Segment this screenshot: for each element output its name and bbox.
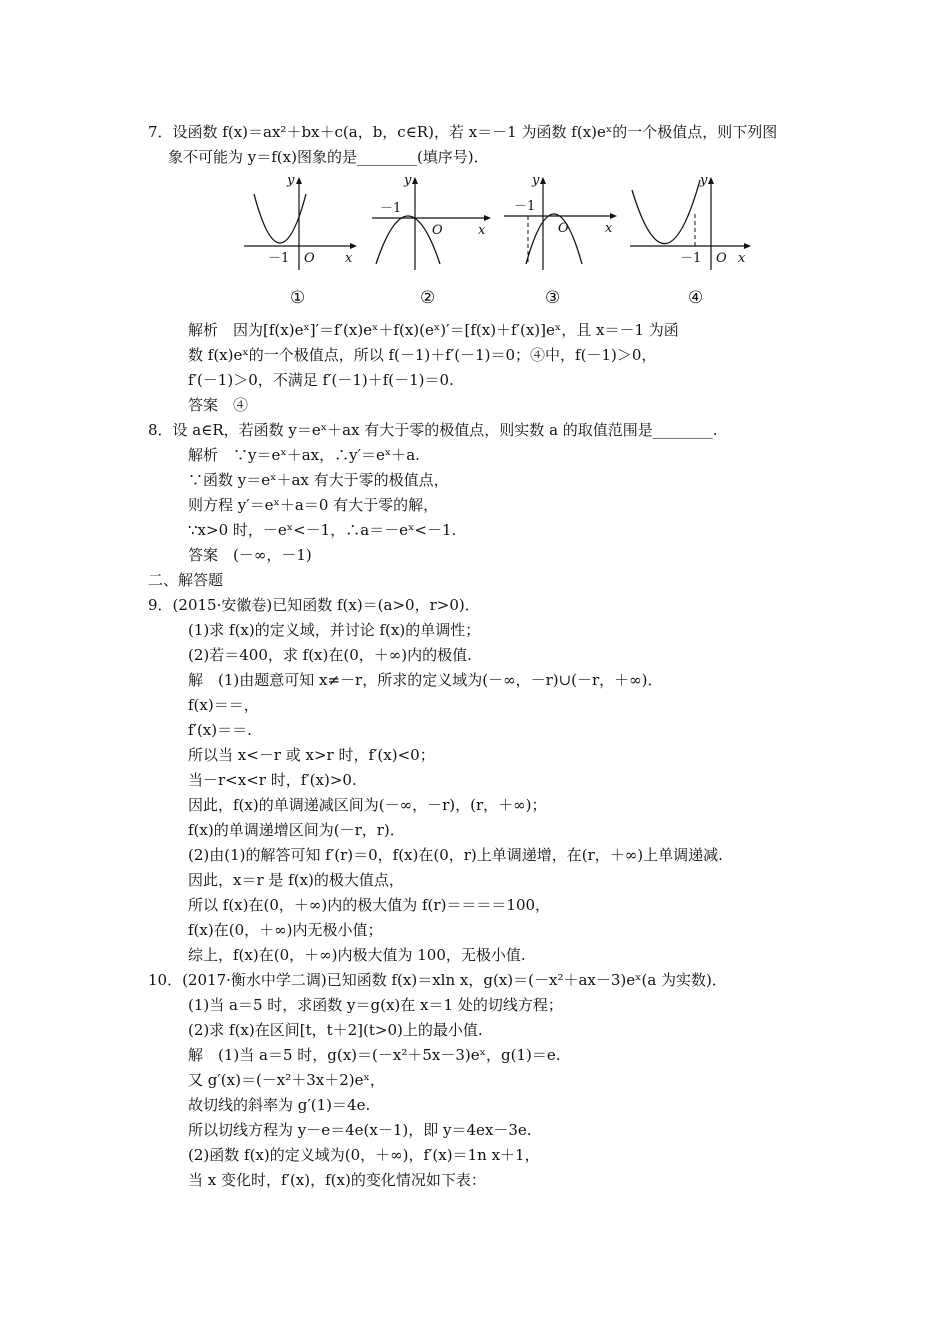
q9-part2: (2)若＝400，求 f(x)在(0，＋∞)内的极值. xyxy=(188,646,472,664)
figure-3 xyxy=(500,172,620,308)
figure-4-graph xyxy=(626,172,754,272)
q10-solution-line1: 解 (1)当 a＝5 时，g(x)＝(－x²＋5x－3)eˣ，g(1)＝e. xyxy=(188,1046,561,1064)
q9-solution-line4: 所以当 x<－r 或 x>r 时，f′(x)<0； xyxy=(188,746,435,764)
q7-solution-line2: 数 f(x)eˣ的一个极值点，所以 f(－1)＋f′(－1)＝0；④中，f(－1)＞0， xyxy=(188,346,657,364)
q9-solution-line10: 所以 f(x)在(0，＋∞)内的极大值为 f(r)＝＝＝＝100， xyxy=(188,896,551,914)
fig2-y-label: y xyxy=(404,173,412,188)
fig4-tick: －1 xyxy=(680,251,702,266)
q10-solution-line2: 又 g′(x)＝(－x²＋3x＋2)eˣ， xyxy=(188,1071,385,1089)
q7-figures xyxy=(0,172,950,317)
q9-solution-line1: 解 (1)由题意可知 x≠－r，所求的定义域为(－∞，－r)∪(－r，＋∞)． xyxy=(188,671,663,689)
figure-1 xyxy=(238,172,358,308)
q9-solution-line6: 因此，f(x)的单调递减区间为(－∞，－r)，(r，＋∞)； xyxy=(188,796,547,814)
q9-solution-line9: 因此，x＝r 是 f(x)的极大值点， xyxy=(188,871,404,889)
q9-stem: 9．(2015·安徽卷)已知函数 f(x)＝(a>0，r>0)． xyxy=(148,596,480,614)
q9-solution-line7: f(x)的单调递增区间为(－r，r)． xyxy=(188,821,405,839)
q7-stem-line1: 7．设函数 f(x)＝ax²＋bx＋c(a，b，c∈R)，若 x＝－1 为函数 f(x)eˣ的一个极值点，则下列图 xyxy=(148,123,778,141)
figure-2-graph xyxy=(368,172,493,272)
section-heading: 二、解答题 xyxy=(148,571,224,589)
q8-solution-line2: ∵函数 y＝eˣ＋ax 有大于零的极值点， xyxy=(188,471,449,489)
figure-3-label: ③ xyxy=(545,288,561,308)
q8-solution-line4: ∵x>0 时，－eˣ<－1，∴a＝－eˣ<－1. xyxy=(188,521,457,539)
fig2-tick: －1 xyxy=(380,201,402,216)
q9-solution-line5: 当－r<x<r 时，f′(x)>0. xyxy=(188,771,357,789)
figure-1-graph xyxy=(238,172,358,272)
fig3-x-label: x xyxy=(605,221,613,236)
q7-stem-line2: 象不可能为 y＝f(x)图象的是________(填序号)． xyxy=(168,148,489,166)
q10-solution-line5: (2)函数 f(x)的定义域为(0，＋∞)，f′(x)＝1n x＋1， xyxy=(188,1146,540,1164)
fig4-x-label: x xyxy=(738,251,746,266)
figure-4-label: ④ xyxy=(688,288,704,308)
fig2-x-label: x xyxy=(478,223,486,238)
q10-part1: (1)当 a＝5 时，求函数 y＝g(x)在 x＝1 处的切线方程； xyxy=(188,996,563,1014)
q8-answer: 答案 (－∞，－1) xyxy=(188,546,312,564)
fig3-y-label: y xyxy=(532,173,540,188)
q10-solution-line4: 所以切线方程为 y－e＝4e(x－1)，即 y＝4ex－3e. xyxy=(188,1121,532,1139)
figure-1-label: ① xyxy=(290,288,306,308)
q10-stem: 10．(2017·衡水中学二调)已知函数 f(x)＝xln x，g(x)＝(－x²＋ax－3)eˣ(a 为实数)． xyxy=(148,971,727,989)
figure-2-label: ② xyxy=(420,288,436,308)
q10-solution-line3: 故切线的斜率为 g′(1)＝4e. xyxy=(188,1096,371,1114)
figure-2 xyxy=(368,172,493,308)
q9-solution-line12: 综上，f(x)在(0，＋∞)内极大值为 100，无极小值. xyxy=(188,946,526,964)
q9-solution-line3: f′(x)＝＝. xyxy=(188,721,252,739)
fig1-y-label: y xyxy=(287,173,295,188)
fig3-origin: O xyxy=(558,221,569,236)
q7-solution-line1: 解析 因为[f(x)eˣ]′＝f′(x)eˣ＋f(x)(eˣ)′＝[f(x)＋f′(x)]eˣ，且 x＝－1 为函 xyxy=(188,321,679,339)
q9-solution-line2: f(x)＝＝， xyxy=(188,696,259,714)
q9-part1: (1)求 f(x)的定义域，并讨论 f(x)的单调性； xyxy=(188,621,481,639)
figure-3-graph xyxy=(500,172,620,272)
fig1-tick: －1 xyxy=(268,251,290,266)
fig1-origin: O xyxy=(304,251,315,266)
q9-solution-line11: f(x)在(0，＋∞)内无极小值； xyxy=(188,921,383,939)
q10-solution-line6: 当 x 变化时，f′(x)，f(x)的变化情况如下表： xyxy=(188,1171,486,1189)
q8-stem: 8．设 a∈R，若函数 y＝eˣ＋ax 有大于零的极值点，则实数 a 的取值范围是________. xyxy=(148,421,718,439)
fig4-y-label: y xyxy=(700,173,708,188)
fig4-origin: O xyxy=(716,251,727,266)
fig3-tick: －1 xyxy=(514,199,536,214)
figure-4 xyxy=(626,172,754,308)
fig2-origin: O xyxy=(432,223,443,238)
q10-part2: (2)求 f(x)在区间[t，t＋2](t>0)上的最小值. xyxy=(188,1021,483,1039)
q7-answer: 答案 ④ xyxy=(188,396,249,414)
fig1-x-label: x xyxy=(345,251,353,266)
q8-solution-line3: 则方程 y′＝eˣ＋a＝0 有大于零的解， xyxy=(188,496,439,514)
q7-solution-line3: f′(－1)＞0，不满足 f′(－1)＋f(－1)＝0. xyxy=(188,371,454,389)
q8-solution-line1: 解析 ∵y＝eˣ＋ax，∴y′＝eˣ＋a. xyxy=(188,446,420,464)
q9-solution-line8: (2)由(1)的解答可知 f′(r)＝0，f(x)在(0，r)上单调递增，在(r，＋∞)上单调递减. xyxy=(188,846,723,864)
